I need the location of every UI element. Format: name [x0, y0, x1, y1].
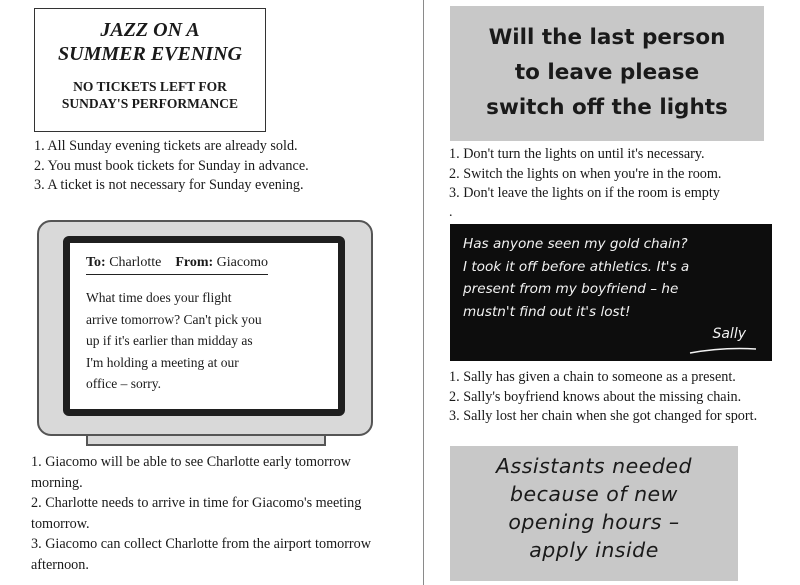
option-jazz-3: 3. A ticket is not necessary for Sunday evening. — [34, 177, 304, 193]
email-to-name: Charlotte — [109, 255, 162, 270]
notice-jazz-title-line2: SUMMER EVENING — [58, 43, 242, 65]
notice-lights-line3: switch off the lights — [486, 95, 728, 120]
notice-assistants-line2: because of new — [510, 482, 678, 506]
options-sally — [449, 368, 757, 427]
options-email — [31, 452, 371, 575]
email-header — [86, 255, 268, 275]
notice-assistants-line4: apply inside — [529, 538, 659, 562]
signature-underline-icon — [688, 345, 758, 355]
options-jazz — [34, 137, 309, 196]
notice-lights — [450, 6, 764, 141]
option-email-3: 3. Giacomo can collect Charlotte from the airport tomorrow — [31, 536, 371, 552]
option-jazz-1: 1. All Sunday evening tickets are already sold. — [34, 138, 298, 154]
notice-jazz-title — [35, 18, 265, 66]
option-email-3-cont: afternoon. — [31, 556, 89, 573]
notice-lights-line1: Will the last person — [488, 25, 726, 50]
option-sally-3: 3. Sally lost her chain when she got changed for sport. — [449, 408, 758, 424]
email-from-name: Giacomo — [216, 255, 268, 270]
notice-jazz — [34, 8, 266, 132]
stray-dot: . — [449, 205, 453, 220]
notice-assistants-line1: Assistants needed — [496, 454, 692, 478]
email-from-label: From: — [175, 255, 214, 270]
notice-jazz-sub-line2: SUNDAY'S PERFORMANCE — [61, 96, 239, 111]
notice-assistants-line3: opening hours – — [508, 510, 680, 534]
option-lights-2: 2. Switch the lights on when you're in the room. — [449, 165, 722, 182]
notice-jazz-sub-line1: NO TICKETS LEFT FOR — [73, 79, 227, 94]
monitor-screen — [63, 236, 345, 416]
option-email-1-cont: morning. — [31, 474, 83, 491]
column-divider — [423, 0, 424, 585]
email-to-label: To: — [86, 255, 106, 270]
email-body: What time does your flight arrive tomorrow? Can't pick you up if it's earlier than midday as I'm holding a meeting at our office – sorry. — [86, 290, 262, 391]
option-email-1: 1. Giacomo will be able to see Charlotte early tomorrow — [31, 454, 351, 470]
option-lights-3: 3. Don't leave the lights on if the room is empty — [449, 185, 720, 201]
notice-sally-text: Has anyone seen my gold chain? I took it off before athletics. It's a present from my boyfriend – he mustn't find out it's lost! — [463, 236, 690, 320]
notice-jazz-title-line1: JAZZ ON A — [100, 19, 200, 41]
option-sally-1: 1. Sally has given a chain to someone as a present. — [449, 369, 736, 385]
notice-sally-signature: Sally — [712, 326, 746, 342]
notice-sally — [450, 224, 772, 361]
option-jazz-2: 2. You must book tickets for Sunday in advance. — [34, 157, 309, 174]
options-lights — [449, 145, 721, 204]
option-sally-2: 2. Sally's boyfriend knows about the missing chain. — [449, 388, 742, 405]
notice-assistants — [450, 446, 738, 581]
option-email-2-cont: tomorrow. — [31, 515, 90, 532]
monitor-stand — [86, 436, 326, 446]
notice-jazz-subtitle — [35, 78, 265, 112]
option-email-2: 2. Charlotte needs to arrive in time for Giacomo's meeting — [31, 495, 362, 511]
option-lights-1: 1. Don't turn the lights on until it's necessary. — [449, 146, 705, 162]
notice-lights-line2: to leave please — [514, 60, 700, 85]
monitor-frame — [37, 220, 373, 436]
